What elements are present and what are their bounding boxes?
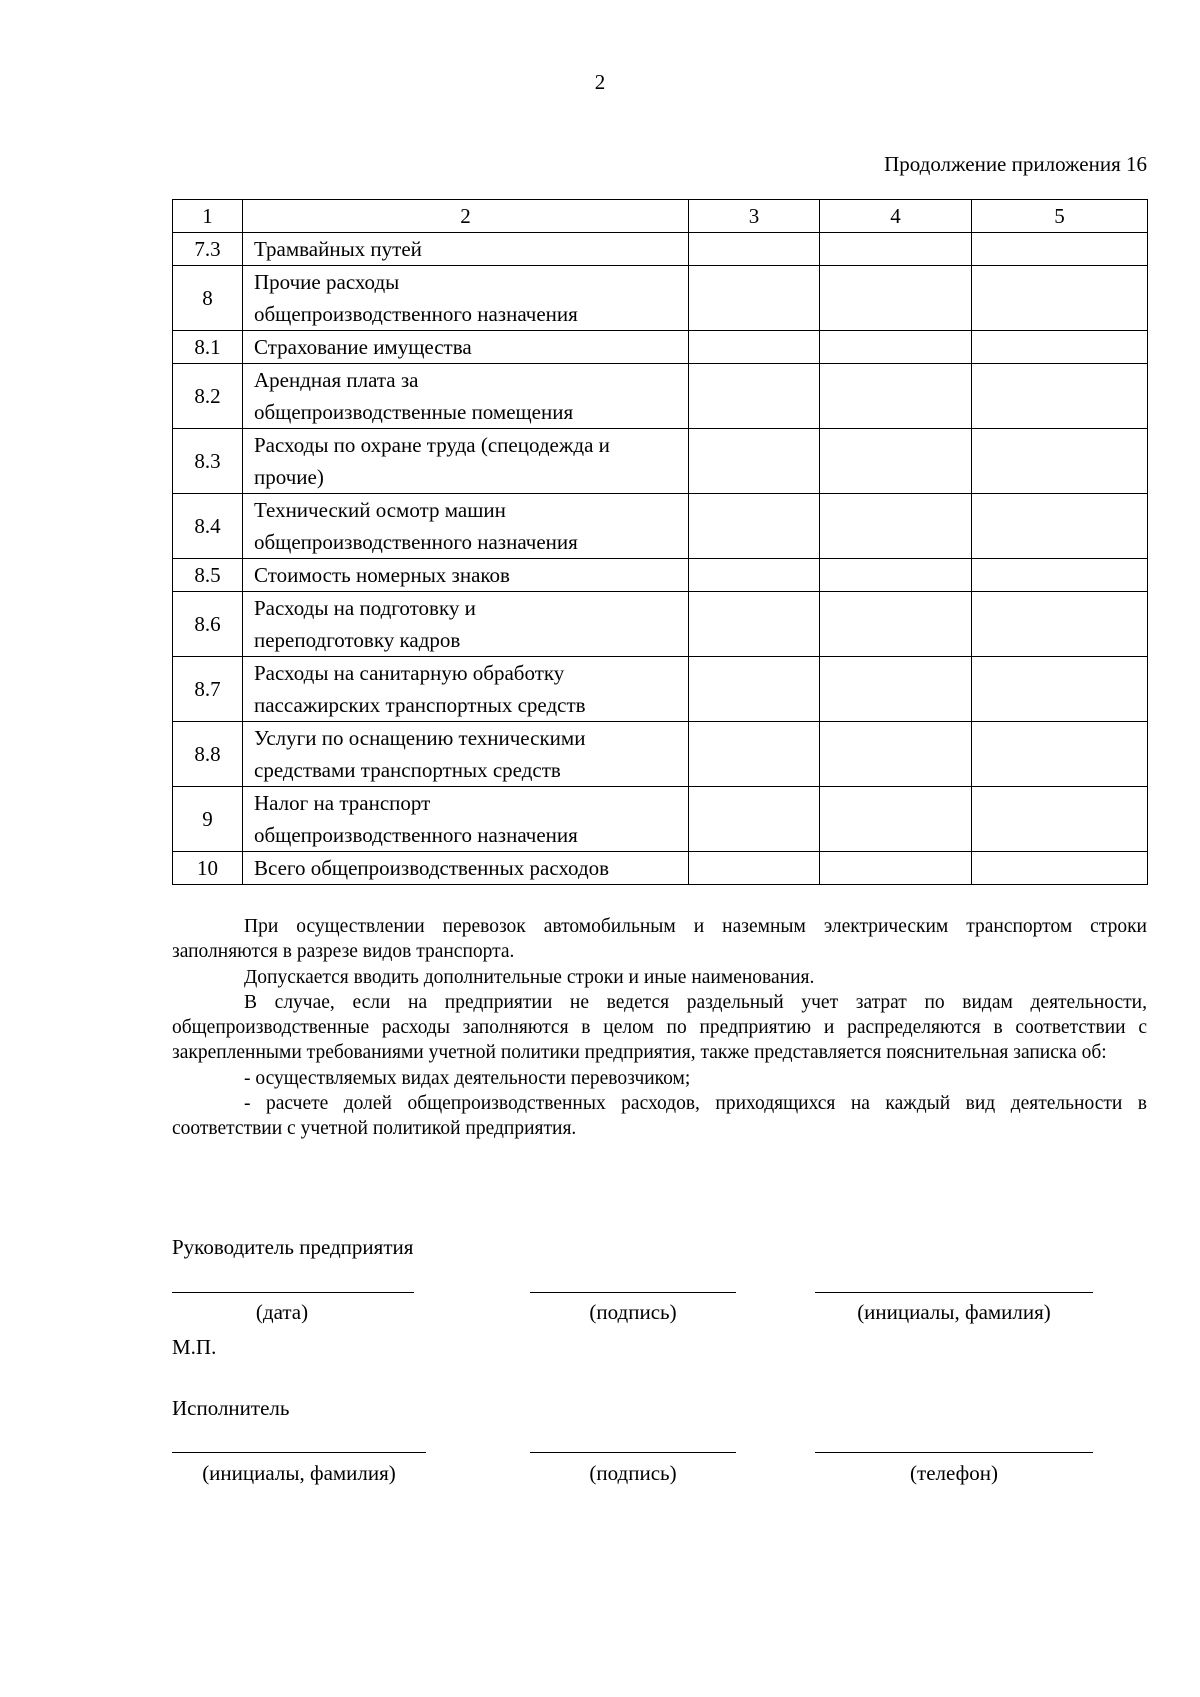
date-caption: (дата) [255, 1300, 309, 1324]
header-cell: 3 [689, 200, 820, 233]
table-row [173, 429, 1148, 494]
value-cell[interactable] [689, 657, 820, 722]
table-row [173, 852, 1148, 885]
header-cell: 5 [972, 200, 1148, 233]
row-name [243, 722, 689, 787]
row-number: 8.7 [173, 657, 243, 722]
row-name: Трамвайных путей [243, 233, 689, 266]
note-paragraph: - расчете долей общепроизводственных расходов, приходящихся на каждый вид деятельности в соответствии с учетной политикой предприятия. [172, 1093, 1147, 1140]
row-name-line: средствами транспортных средств [254, 758, 561, 782]
value-cell[interactable] [820, 787, 972, 852]
value-cell[interactable] [689, 592, 820, 657]
value-cell[interactable] [689, 787, 820, 852]
value-cell[interactable] [820, 852, 972, 885]
note-paragraph: В случае, если на предприятии не ведется раздельный учет затрат по видам деятельности, общепроизводственные расходы заполняются в целом по предприятию и распределяются в соответствии с закрепленными требованиями учетной политики предприятия, также представляется пояснительная записка об: [172, 991, 1147, 1064]
row-name [243, 364, 689, 429]
executor-signature-line[interactable] [530, 1452, 736, 1453]
value-cell[interactable] [972, 722, 1148, 787]
value-cell[interactable] [972, 429, 1148, 494]
note-paragraph: При осуществлении перевозок автомобильным и наземным электрическим транспортом строки заполняются в разрезе видов транспорта. [172, 916, 1147, 963]
row-number: 9 [173, 787, 243, 852]
row-number: 8.8 [173, 722, 243, 787]
stamp-label: М.П. [172, 1335, 217, 1359]
row-number: 8.4 [173, 494, 243, 559]
name-caption: (инициалы, фамилия) [857, 1300, 1051, 1324]
row-number: 7.3 [173, 233, 243, 266]
row-name-line: общепроизводственного назначения [254, 302, 578, 326]
row-name [243, 266, 689, 331]
row-name-line: пассажирских транспортных средств [254, 693, 586, 717]
executor-signature-caption: (подпись) [589, 1461, 677, 1485]
row-name-line: Технический осмотр машин [254, 498, 506, 522]
note-paragraph: - осуществляемых видах деятельности перевозчиком; [244, 1067, 691, 1089]
value-cell[interactable] [820, 233, 972, 266]
page-number: 2 [594, 70, 606, 94]
value-cell[interactable] [972, 494, 1148, 559]
header-cell: 2 [243, 200, 689, 233]
row-name: Всего общепроизводственных расходов [243, 852, 689, 885]
row-name [243, 429, 689, 494]
header-cell: 1 [173, 200, 243, 233]
note-paragraph: Допускается вводить дополнительные строки и иные наименования. [244, 966, 815, 988]
executor-title: Исполнитель [172, 1396, 290, 1420]
executor-phone-line[interactable] [815, 1452, 1093, 1453]
value-cell[interactable] [820, 429, 972, 494]
expenses-table [172, 199, 1148, 885]
row-name-line: Прочие расходы [254, 270, 400, 294]
table-row [173, 592, 1148, 657]
value-cell[interactable] [972, 657, 1148, 722]
value-cell[interactable] [972, 331, 1148, 364]
row-name-line: Арендная плата за [254, 368, 419, 392]
value-cell[interactable] [820, 494, 972, 559]
executor-name-caption: (инициалы, фамилия) [202, 1461, 396, 1485]
value-cell[interactable] [820, 722, 972, 787]
row-name-line: Расходы на подготовку и [254, 596, 476, 620]
table-row [173, 494, 1148, 559]
row-name-line: Расходы на санитарную обработку [254, 661, 565, 685]
row-number: 8 [173, 266, 243, 331]
value-cell[interactable] [972, 266, 1148, 331]
value-cell[interactable] [689, 559, 820, 592]
row-name-line: Налог на транспорт [254, 791, 431, 815]
notes [172, 914, 1147, 1142]
table-row [173, 722, 1148, 787]
row-name-line: Услуги по оснащению техническими [254, 726, 586, 750]
value-cell[interactable] [820, 559, 972, 592]
row-number: 8.3 [173, 429, 243, 494]
row-name-line: прочие) [254, 465, 324, 489]
table-header-row [173, 200, 1148, 233]
table-row [173, 331, 1148, 364]
value-cell[interactable] [689, 852, 820, 885]
value-cell[interactable] [820, 592, 972, 657]
row-name-line: общепроизводственного назначения [254, 530, 578, 554]
row-name-line: Расходы по охране труда (спецодежда и [254, 433, 610, 457]
row-number: 8.5 [173, 559, 243, 592]
row-name-line: общепроизводственные помещения [254, 400, 574, 424]
row-name-line: переподготовку кадров [254, 628, 461, 652]
value-cell[interactable] [972, 364, 1148, 429]
row-name [243, 787, 689, 852]
table-row [173, 233, 1148, 266]
value-cell[interactable] [689, 364, 820, 429]
value-cell[interactable] [689, 233, 820, 266]
value-cell[interactable] [689, 331, 820, 364]
row-name [243, 494, 689, 559]
value-cell[interactable] [972, 592, 1148, 657]
row-name [243, 592, 689, 657]
table-row [173, 657, 1148, 722]
value-cell[interactable] [689, 722, 820, 787]
table-row [173, 559, 1148, 592]
name-line[interactable] [815, 1292, 1093, 1293]
value-cell[interactable] [820, 364, 972, 429]
row-name [243, 657, 689, 722]
value-cell[interactable] [972, 559, 1148, 592]
row-name: Страхование имущества [243, 331, 689, 364]
table-row [173, 364, 1148, 429]
row-number: 8.2 [173, 364, 243, 429]
value-cell[interactable] [820, 331, 972, 364]
header-cell: 4 [820, 200, 972, 233]
value-cell[interactable] [689, 494, 820, 559]
value-cell[interactable] [972, 787, 1148, 852]
value-cell[interactable] [972, 233, 1148, 266]
table-row [173, 266, 1148, 331]
row-name-line: общепроизводственного назначения [254, 823, 578, 847]
value-cell[interactable] [689, 429, 820, 494]
value-cell[interactable] [820, 657, 972, 722]
value-cell[interactable] [689, 266, 820, 331]
executor-phone-caption: (телефон) [910, 1461, 998, 1485]
row-number: 10 [173, 852, 243, 885]
head-title: Руководитель предприятия [172, 1235, 414, 1259]
row-number: 8.1 [173, 331, 243, 364]
table-row [173, 787, 1148, 852]
value-cell[interactable] [972, 852, 1148, 885]
date-line[interactable] [172, 1292, 414, 1293]
signature-line[interactable] [530, 1292, 736, 1293]
row-number: 8.6 [173, 592, 243, 657]
value-cell[interactable] [820, 266, 972, 331]
row-name: Стоимость номерных знаков [243, 559, 689, 592]
signature-caption: (подпись) [589, 1300, 677, 1324]
executor-name-line[interactable] [172, 1452, 426, 1453]
appendix-note: Продолжение приложения 16 [884, 152, 1147, 176]
